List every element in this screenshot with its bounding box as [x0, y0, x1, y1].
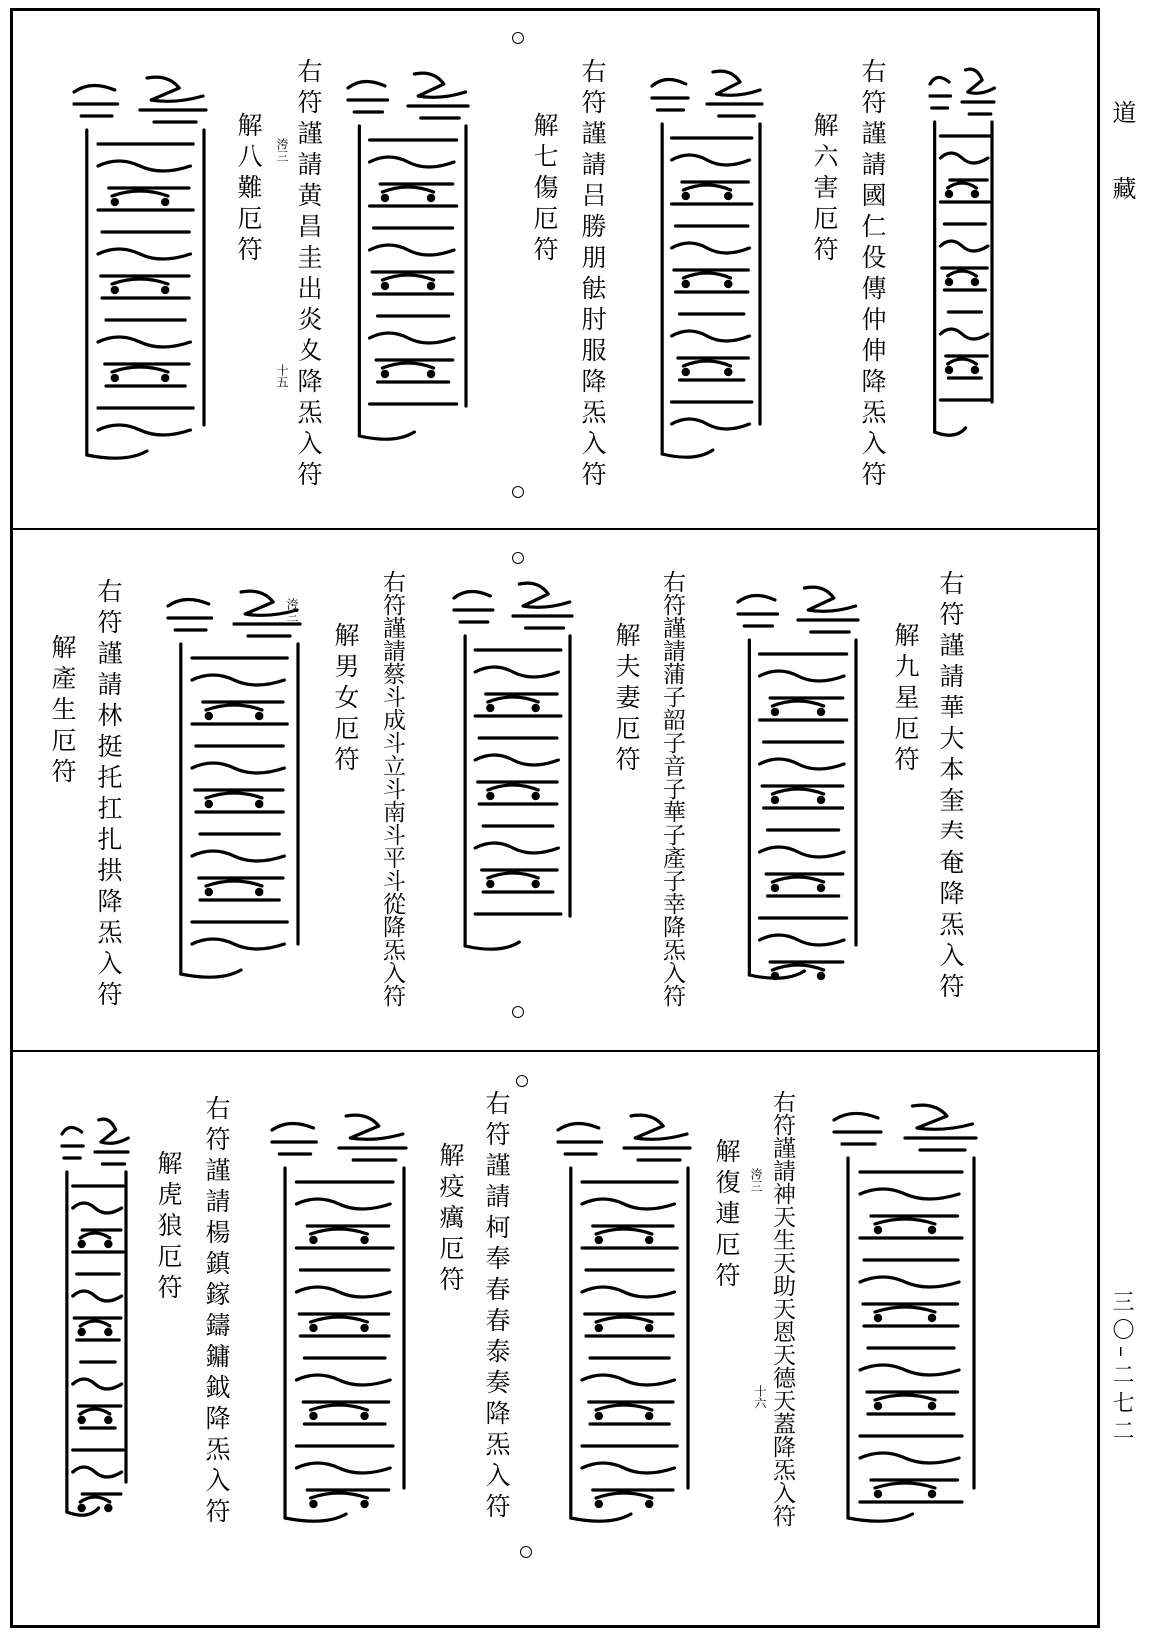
- annotation-note: 洿三: [749, 1168, 763, 1192]
- talisman-seal-icon: [268, 1108, 410, 1528]
- text-column: 解八難厄符: [234, 112, 263, 267]
- text-column: 解虎狼厄符: [154, 1150, 183, 1305]
- margin-page-number: 三〇–二七二: [1109, 1290, 1134, 1447]
- annotation-note: 十五: [275, 364, 289, 388]
- binding-hole: [512, 1006, 524, 1018]
- panel-divider: [10, 1050, 1100, 1052]
- annotation-note: 洿三: [275, 138, 289, 162]
- talisman-seal-icon: [926, 62, 998, 442]
- binding-hole: [512, 552, 524, 564]
- talisman-seal-icon: [830, 1098, 980, 1528]
- text-column: 右符謹請林挺托扛扎拱降炁入符: [94, 578, 123, 1012]
- margin-title: 道 藏: [1108, 100, 1136, 214]
- talisman-seal-icon: [648, 64, 766, 464]
- text-column: 右符謹請神天生天助天恩天德天蓋降炁入符: [769, 1090, 795, 1527]
- text-column: 解六害厄符: [810, 112, 839, 267]
- binding-hole: [512, 32, 524, 44]
- text-column: 解夫妻厄符: [612, 622, 641, 777]
- text-column: 右符謹請吕勝朋䏻肘服降炁入符: [578, 58, 607, 492]
- talisman-seal-icon: [344, 66, 472, 446]
- talisman-seal-icon: [70, 70, 210, 465]
- text-column: 解疫癘厄符: [436, 1142, 465, 1297]
- talisman-seal-icon: [58, 1112, 132, 1522]
- talisman-seal-icon: [450, 576, 576, 956]
- text-column: 右符謹請蔡斗成斗立斗南斗平斗從降炁入符: [379, 570, 405, 1007]
- text-column: 右符謹請蒲子韶子音子華子產子幸降炁入符: [659, 570, 685, 1007]
- talisman-seal-icon: [164, 584, 304, 984]
- text-column: 右符謹請國仁伇傳仲伸降炁入符: [858, 58, 887, 492]
- text-column: 解復連厄符: [712, 1138, 741, 1293]
- annotation-note: 洿三: [285, 598, 299, 622]
- text-column: 右符謹請黄昌圭出炎夊降炁入符: [294, 58, 323, 492]
- text-column: 右符謹請楊鎮鎵鑄鏞鉞降炁入符: [202, 1095, 231, 1529]
- talisman-seal-icon: [554, 1108, 694, 1528]
- binding-hole: [520, 1546, 532, 1558]
- text-column: 右符謹請柯奉春春泰奏降炁入符: [482, 1090, 511, 1524]
- annotation-note: 十六: [753, 1385, 767, 1409]
- text-column: 解產生厄符: [48, 634, 77, 789]
- text-column: 解九星厄符: [891, 622, 920, 777]
- binding-hole: [516, 1075, 528, 1087]
- talisman-seal-icon: [734, 580, 862, 985]
- binding-hole: [512, 486, 524, 498]
- panel-divider: [10, 528, 1100, 530]
- text-column: 解男女厄符: [331, 622, 360, 777]
- text-column: 右符謹請華大本奎𡗗奄降炁入符: [936, 570, 965, 1004]
- text-column: 解七傷厄符: [530, 112, 559, 267]
